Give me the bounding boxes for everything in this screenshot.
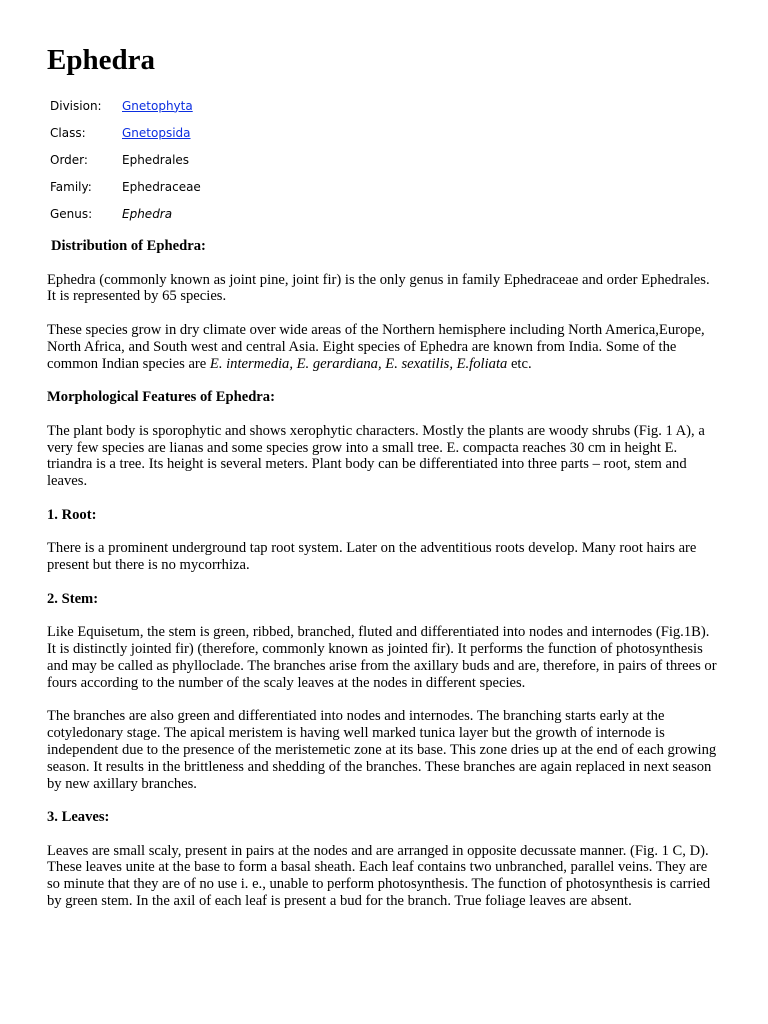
taxonomy-row-division <box>50 92 201 119</box>
taxonomy-key: Order: <box>50 152 88 167</box>
taxonomy-value: Ephedraceae <box>122 180 201 195</box>
paragraph: The branches are also green and differentiated into nodes and internodes. The branching starts early at the cotyledonary stage. The apical meristem is having well marked tunica layer but the growth of internode is independent due to the presence of the meristemetic zone at its base. This zone dries up at the end of each growing season. It results in the brittleness and shedding of the branches. These branches are again replaced in next season by new axillary branches. <box>47 708 717 792</box>
paragraph: There is a prominent underground tap root system. Later on the adventitious roots develop. Many root hairs are present but there is no mycorrhiza. <box>47 540 697 574</box>
taxonomy-row-order <box>50 146 201 173</box>
paragraph: Ephedra (commonly known as joint pine, joint fir) is the only genus in family Ephedraceae and order Ephedrales. It is represented by 65 species. <box>47 271 710 305</box>
taxonomy-table <box>50 92 201 228</box>
section-heading-leaves: 3. Leaves: <box>47 809 110 826</box>
taxonomy-row-family <box>50 174 201 201</box>
taxonomy-value: Ephedra <box>122 207 173 222</box>
section-heading-stem: 2. Stem: <box>47 590 99 607</box>
taxonomy-key: Family: <box>50 180 92 195</box>
taxonomy-key: Class: <box>50 125 86 140</box>
taxonomy-row-genus <box>50 201 201 228</box>
article-body <box>47 238 717 927</box>
taxonomy-key: Genus: <box>50 207 93 222</box>
section-heading-morphology: Morphological Features of Ephedra: <box>47 389 275 406</box>
section-heading-root: 1. Root: <box>47 506 97 523</box>
taxonomy-key: Division: <box>50 98 102 113</box>
paragraph: Leaves are small scaly, present in pairs at the nodes and are arranged in opposite decussate manner. (Fig. 1 C, D). These leaves unite at the base to form a basal sheath. Each leaf contains two unbranched, parallel veins. They are so minute that they are of no use i. e., unable to perform photosynthesis. The function of photosynthesis is carried by green stem. In the axil of each leaf is present a bud for the branch. True foliage leaves are absent. <box>47 842 711 910</box>
taxonomy-row-class <box>50 119 201 146</box>
paragraph: The plant body is sporophytic and shows xerophytic characters. Mostly the plants are woody shrubs (Fig. 1 A), a very few species are lianas and some species grow into a small tree. E. compacta reaches 30 cm in height E. triandra is a tree. Its height is several meters. Plant body can be differentiated into three parts – root, stem and leaves. <box>47 422 705 490</box>
section-heading-distribution: Distribution of Ephedra: <box>51 238 206 254</box>
species-list: E. intermedia, E. gerardiana, E. sexatilis, E.foliata <box>209 355 508 372</box>
class-link[interactable]: Gnetopsida <box>122 125 191 140</box>
paragraph: Like Equisetum, the stem is green, ribbed, branched, fluted and differentiated into nodes and internodes (Fig.1B). It is distinctly jointed fir) (therefore, commonly known as jointed fir). It performs the function of photosynthesis and may be called as phylloclade. The branches arise from the axillary buds and are, therefore, in pairs of threes or fours according to the number of the scaly leaves at the nodes in different species. <box>47 624 717 691</box>
taxonomy-value: Ephedrales <box>122 152 190 167</box>
page-title: Ephedra <box>47 44 155 76</box>
division-link[interactable]: Gnetophyta <box>122 98 193 113</box>
paragraph: These species grow in dry climate over wide areas of the Northern hemisphere including North America,Europe, North Africa, and South west and central Asia. Eight species of Ephedra are known from India. Some of the common Indian species are E. intermedia, E. gerardiana, E. sexatilis, E.foliata etc. <box>47 321 705 372</box>
